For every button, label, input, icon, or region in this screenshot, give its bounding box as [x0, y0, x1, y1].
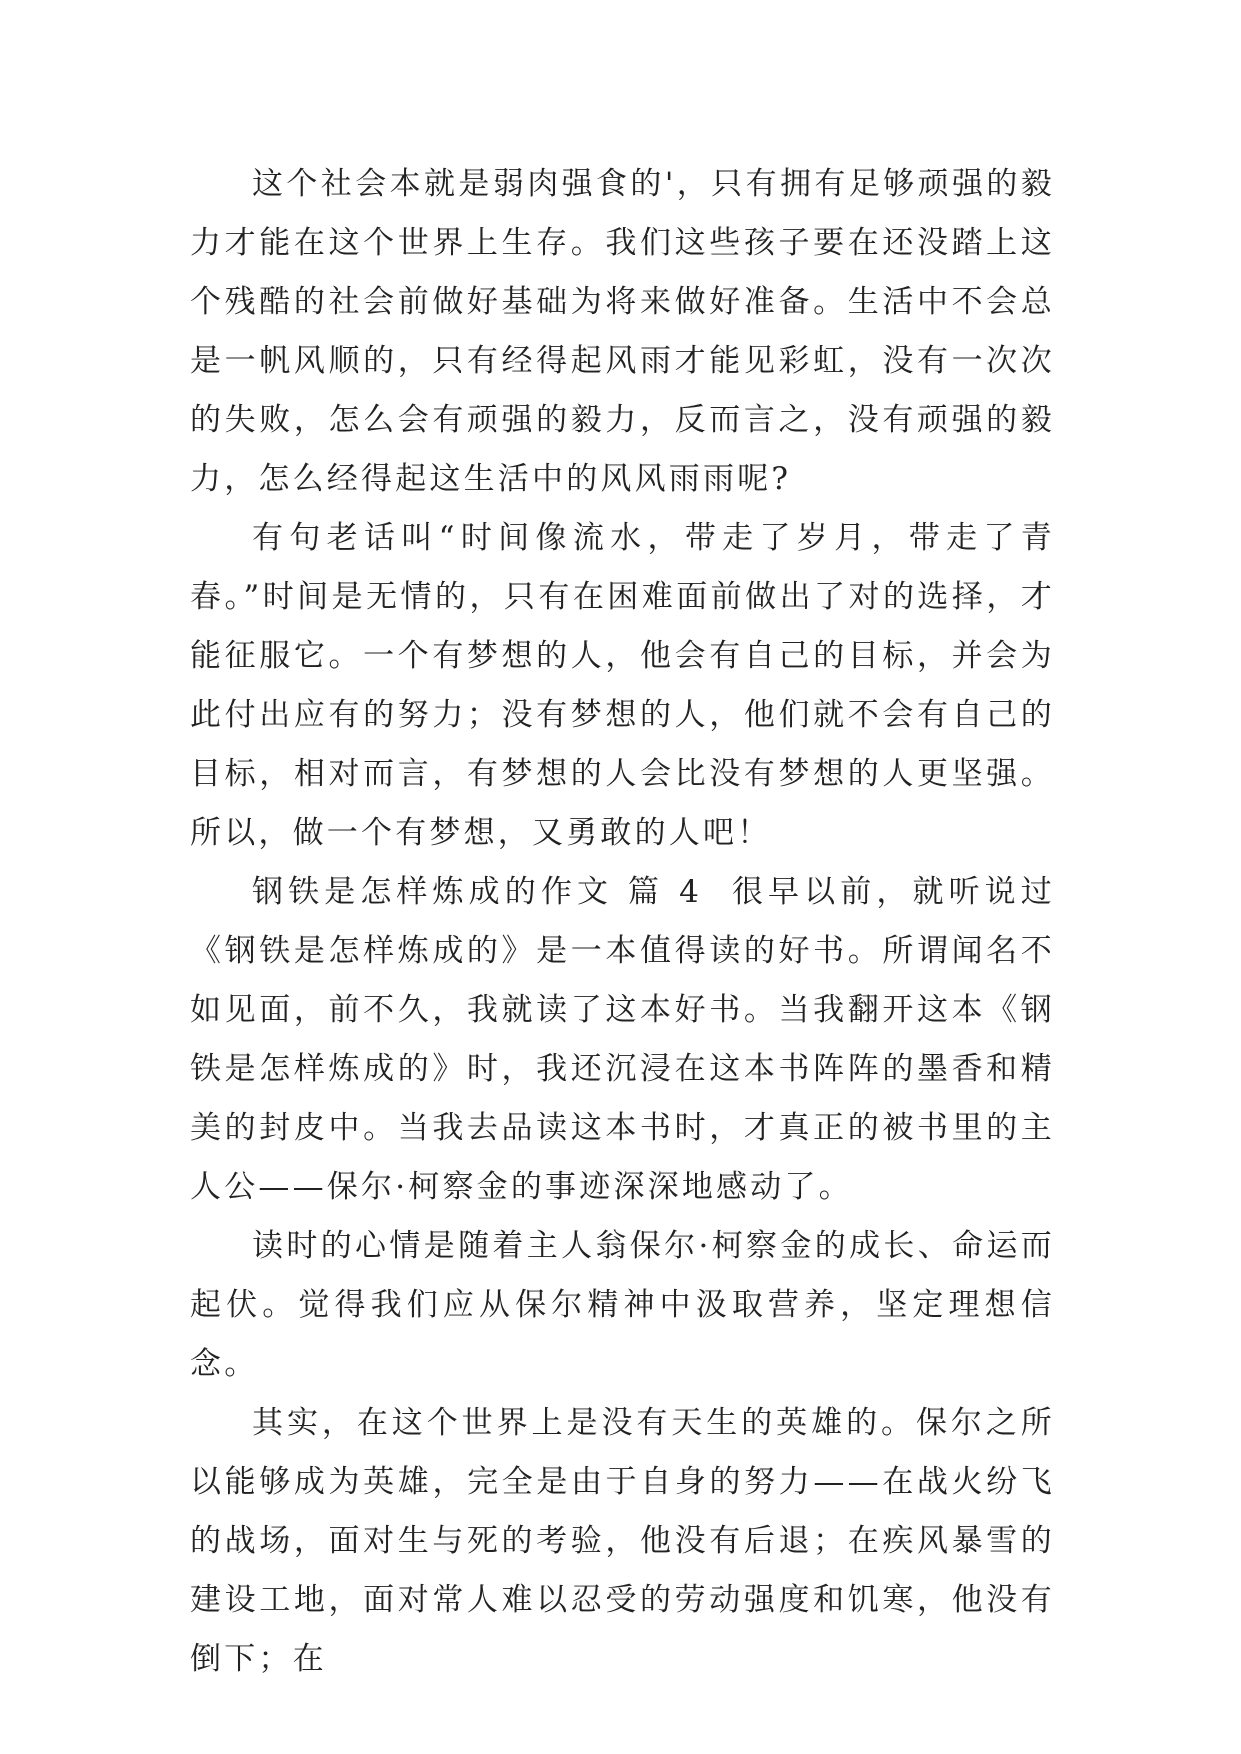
section-paragraph: [190, 863, 1055, 1217]
paragraph-2: 有句老话叫“时间像流水，带走了岁月，带走了青春。”时间是无情的，只有在困难面前做出了对的选择，才能征服它。一个有梦想的人，他会有自己的目标，并会为此付出应有的努力；没有梦想的人，他们就不会有自己的目标，相对而言，有梦想的人会比没有梦想的人更坚强。所以，做一个有梦想，又勇敢的人吧！: [190, 520, 1055, 851]
document-body: [190, 155, 1055, 1689]
paragraph-1: 这个社会本就是弱肉强食的'，只有拥有足够顽强的毅力才能在这个世界上生存。我们这些孩子要在还没踏上这个残酷的社会前做好基础为将来做好准备。生活中不会总是一帆风顺的，只有经得起风雨才能见彩虹，没有一次次的失败，怎么会有顽强的毅力，反而言之，没有顽强的毅力，怎么经得起这生活中的风风雨雨呢?: [190, 166, 1055, 497]
paragraph-4: 读时的心情是随着主人翁保尔·柯察金的成长、命运而起伏。觉得我们应从保尔精神中汲取营养，坚定理想信念。: [190, 1228, 1055, 1382]
section-body: 很早以前，就听说过《钢铁是怎样炼成的》是一本值得读的好书。所谓闻名不如见面，前不久，我就读了这本好书。当我翻开这本《钢铁是怎样炼成的》时，我还沉浸在这本书阵阵的墨香和精美的封皮中。当我去品读这本书时，才真正的被书里的主人公——保尔·柯察金的事迹深深地感动了。: [190, 874, 1055, 1205]
section-title: 钢铁是怎样炼成的作文 篇 4: [252, 874, 703, 910]
paragraph-5: 其实，在这个世界上是没有天生的英雄的。保尔之所以能够成为英雄，完全是由于自身的努力——在战火纷飞的战场，面对生与死的考验，他没有后退；在疾风暴雪的建设工地，面对常人难以忍受的劳动强度和饥寒，他没有倒下；在: [190, 1405, 1055, 1677]
